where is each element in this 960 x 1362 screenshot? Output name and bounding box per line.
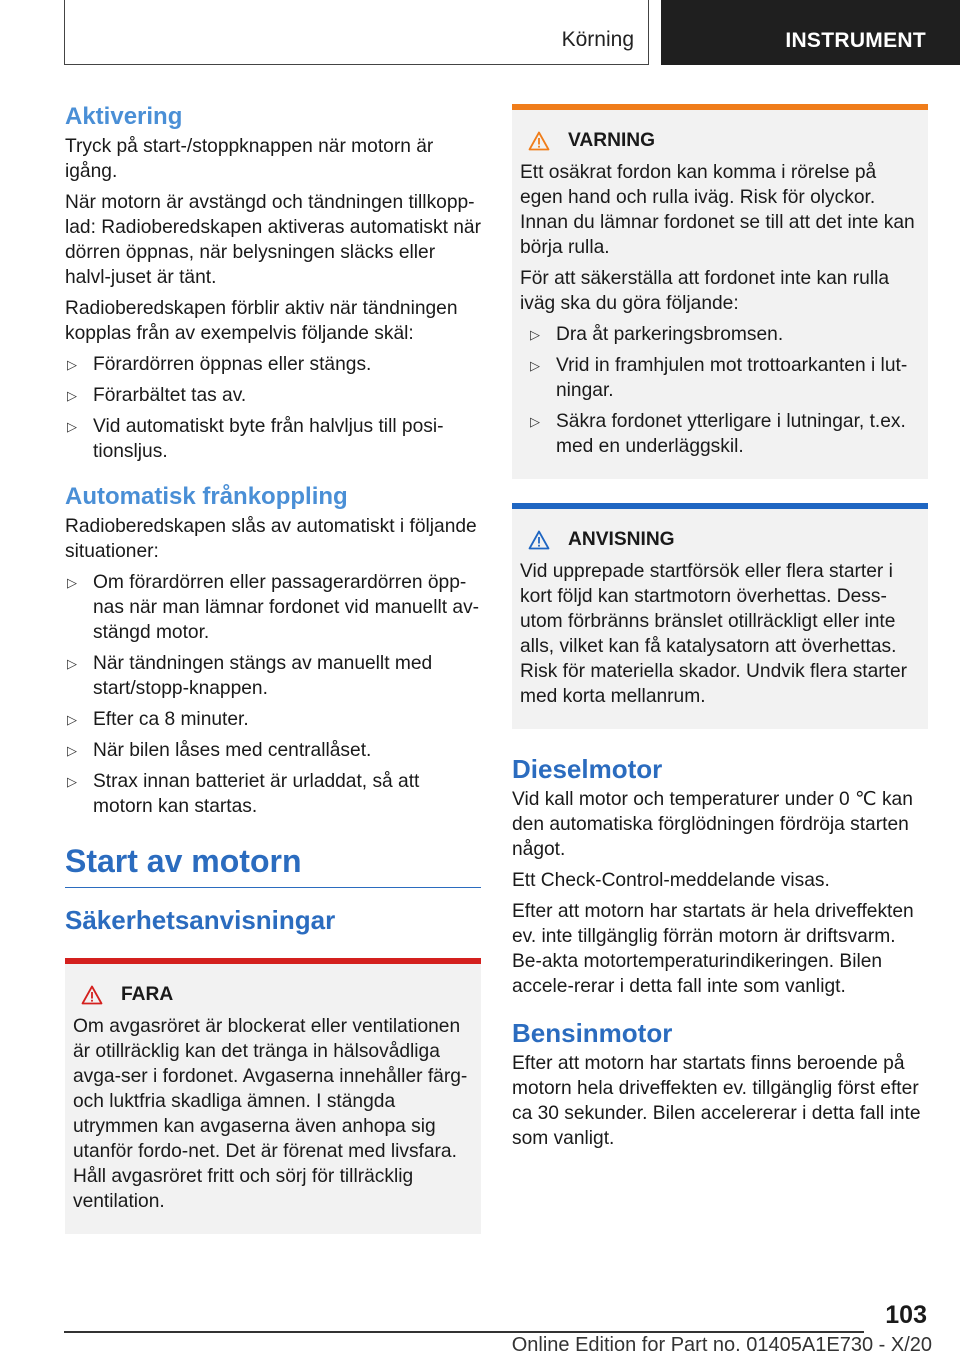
warning-triangle-icon bbox=[528, 530, 550, 550]
paragraph: Tryck på start-/stoppknappen när motorn är igång. bbox=[65, 136, 434, 182]
warning-triangle-icon bbox=[528, 131, 550, 151]
paragraph: Efter att motorn har startats finns beroende på motorn hela driveffekten ev. tillgänglig först efter ca 30 sekunder. Bilen accelererar i detta fall inte som vanligt. bbox=[512, 1053, 921, 1149]
warning-bar bbox=[512, 104, 928, 110]
header-chapter-label: INSTRUMENT bbox=[785, 29, 926, 52]
bullet-triangle-icon: ▷ bbox=[67, 388, 77, 403]
bullet-triangle-icon: ▷ bbox=[67, 743, 77, 758]
heading-start-av-motorn: Start av motorn bbox=[65, 841, 481, 888]
bullet-list bbox=[65, 570, 481, 819]
notice-bar bbox=[512, 503, 928, 509]
paragraph: Vid kall motor och temperaturer under 0 ℃ kan den automatiska förglödningen fördröja starten något. bbox=[512, 789, 913, 860]
bullet-triangle-icon: ▷ bbox=[530, 327, 540, 342]
bullet-triangle-icon: ▷ bbox=[67, 357, 77, 372]
heading-sakerhetsanvisningar: Säkerhetsanvisningar bbox=[65, 905, 336, 935]
danger-notice bbox=[65, 958, 481, 1234]
page-number: 103 bbox=[885, 1301, 927, 1329]
list-item: ▷ Förarbältet tas av. bbox=[67, 385, 247, 406]
paragraph: Radioberedskapen förblir aktiv när tändningen kopplas från av exempelvis följande skäl: bbox=[65, 298, 458, 344]
left-column bbox=[65, 102, 481, 1258]
notice-text: Vid upprepade startförsök eller flera starter i kort följd kan startmotorn överhettas. Dess-utom förbränns bränslet otillräckligt eller inte alls, vilket kan få katalysatorn att överhettas. Risk för materiella skador. Undvik flera starter med korta mellanrum. bbox=[520, 561, 908, 707]
list-item: ▷ När tändningen stängs av manuellt med start/stopp-knappen. bbox=[67, 653, 433, 699]
right-column bbox=[512, 104, 928, 1157]
paragraph: Radioberedskapen slås av automatiskt i följande situationer: bbox=[65, 516, 477, 562]
notice-text: Om avgasröret är blockerat eller ventilationen är otillräcklig kan det tränga in hälsovådliga avga-ser i fordonet. Avgaserna innehåller färg- och luktfria skadliga ämnen. I stängda utrymmen kan avgaserna även anhopa sig utanför fordo-net. Det är förenat med livsfara. Håll avgasröret fritt och sörj för tillräcklig ventilation. bbox=[73, 1016, 468, 1212]
notice-text: Ett osäkrat fordon kan komma i rörelse på egen hand och rulla iväg. Risk för olyckor. Innan du lämnar fordonet se till att det inte kan börja rulla. bbox=[520, 162, 915, 258]
bullet-triangle-icon: ▷ bbox=[530, 414, 540, 429]
notice-anvisning bbox=[512, 503, 928, 729]
notice-text: För att säkerställa att fordonet inte kan rulla iväg ska du göra följande: bbox=[520, 268, 890, 314]
notice-title: FARA bbox=[73, 982, 473, 1008]
bullet-triangle-icon: ▷ bbox=[67, 712, 77, 727]
bullet-list bbox=[65, 352, 481, 464]
heading-dieselmotor: Dieselmotor bbox=[512, 754, 663, 784]
list-item: ▷ Säkra fordonet ytterligare i lutningar, t.ex. med en underläggskil. bbox=[530, 411, 906, 457]
list-item: ▷ Förardörren öppnas eller stängs. bbox=[67, 354, 372, 375]
warning-notice bbox=[512, 104, 928, 479]
warning-triangle-icon bbox=[81, 985, 103, 1005]
bullet-triangle-icon: ▷ bbox=[67, 656, 77, 671]
bullet-triangle-icon: ▷ bbox=[67, 419, 77, 434]
danger-bar bbox=[65, 958, 481, 964]
bullet-triangle-icon: ▷ bbox=[530, 358, 540, 373]
list-item: ▷ Om förardörren eller passagerardörren öpp-nas när man lämnar fordonet vid manuellt av-stängd motor. bbox=[67, 572, 480, 643]
heading-aktivering: Aktivering bbox=[65, 103, 183, 130]
bullet-list bbox=[520, 322, 920, 459]
list-item: ▷ När bilen låses med centrallåset. bbox=[67, 740, 372, 761]
paragraph: Efter att motorn har startats är hela driveffekten ev. inte tillgänglig förrän motorn är driftsvarm. Be-akta motortemperaturindikeringen. Bilen accele-rerar i detta fall inte som vanligt. bbox=[512, 901, 914, 997]
heading-bensinmotor: Bensinmotor bbox=[512, 1018, 673, 1048]
footer-rule bbox=[64, 1331, 864, 1333]
list-item: ▷ Efter ca 8 minuter. bbox=[67, 709, 249, 730]
header-section-title: Körning bbox=[561, 28, 634, 51]
list-item: ▷ Dra åt parkeringsbromsen. bbox=[530, 324, 784, 345]
notice-title: ANVISNING bbox=[520, 527, 920, 553]
heading-automatisk-frankoppling: Automatisk frånkoppling bbox=[65, 483, 348, 510]
list-item: ▷ Strax innan batteriet är urladdat, så att motorn kan startas. bbox=[67, 771, 420, 817]
list-item: ▷ Vrid in framhjulen mot trottoarkanten i lut-ningar. bbox=[530, 355, 908, 401]
header-chapter-tab bbox=[661, 0, 960, 65]
paragraph: Ett Check-Control-meddelande visas. bbox=[512, 870, 830, 891]
paragraph: När motorn är avstängd och tändningen tillkopp-lad: Radioberedskapen aktiveras automatiskt när dörren öppnas, när belysningen släcks eller halvl-juset är tänt. bbox=[65, 192, 481, 288]
notice-title: VARNING bbox=[520, 128, 920, 154]
footer-edition: Online Edition for Part no. 01405A1E730 - X/20 bbox=[511, 1334, 932, 1356]
bullet-triangle-icon: ▷ bbox=[67, 575, 77, 590]
list-item: ▷ Vid automatiskt byte från halvljus till posi-tionsljus. bbox=[67, 416, 444, 462]
bullet-triangle-icon: ▷ bbox=[67, 774, 77, 789]
